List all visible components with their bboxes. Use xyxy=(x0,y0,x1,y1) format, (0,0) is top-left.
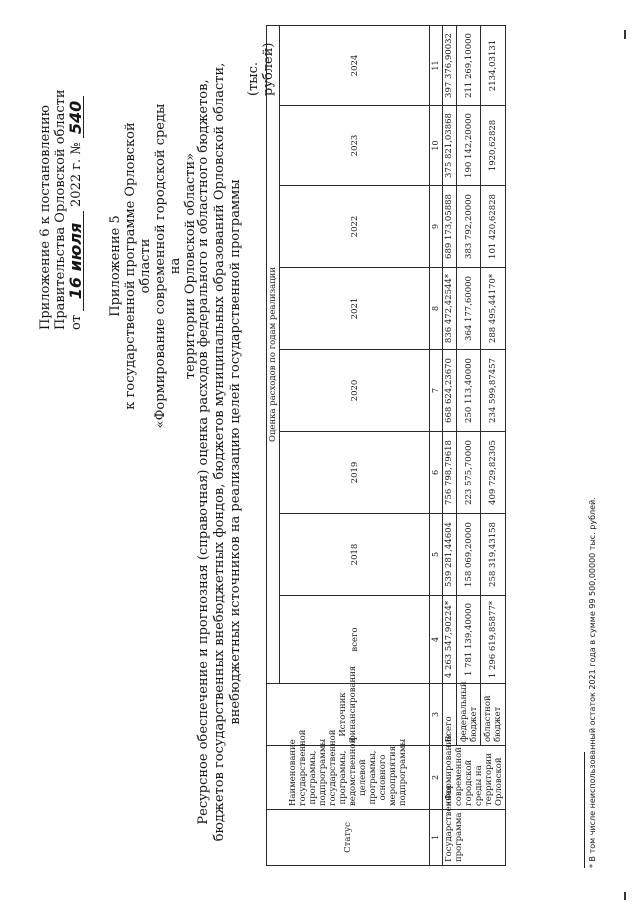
header-program-name: Наименование государственной программы, подпрограммы государственной программы, ведомственной целевой программы, основного мероприятия подпрограммы xyxy=(267,746,430,810)
value-cell: 223 575,70000 xyxy=(456,432,481,514)
column-index: 9 xyxy=(430,186,443,268)
year-text: 2022 г. № xyxy=(69,142,84,207)
footnote-divider xyxy=(584,752,585,868)
header-year: 2023 xyxy=(280,106,430,186)
title-line2: бюджетов государственных внебюджетных фондов, бюджетов муниципальных образований Орловской области, xyxy=(212,62,227,842)
header-total: всего xyxy=(280,596,430,684)
value-cell: 2134,03131 xyxy=(481,25,506,105)
table-row xyxy=(456,25,481,865)
value-cell: 756 798,79618 xyxy=(443,432,457,514)
appendix-5-header xyxy=(108,96,198,436)
value-cell: 158 069,20000 xyxy=(456,514,481,596)
appendix-5-line2: «Формирование современной городской среды на xyxy=(153,103,183,429)
appendix-5-line3: территории Орловской области» xyxy=(183,152,198,380)
value-cell: 211 269,10000 xyxy=(456,25,481,105)
header-year: 2021 xyxy=(280,268,430,350)
value-cell: 397 376,90032 xyxy=(443,25,457,105)
header-status: Статус xyxy=(267,810,430,866)
program-name-cell: «Формирование современной городской среды на территории Орловской xyxy=(443,746,506,810)
handwritten-date: 16 июля xyxy=(68,211,84,311)
column-index: 1 xyxy=(430,810,443,866)
value-cell: 364 177,60000 xyxy=(456,268,481,350)
value-cell: 234 599,87457 xyxy=(481,350,506,432)
appendix-6-header xyxy=(38,90,84,331)
value-cell: 250 113,40000 xyxy=(456,350,481,432)
table-row xyxy=(443,25,457,865)
header-estimate-group: Оценка расходов по годам реализации xyxy=(267,25,280,683)
scan-mark xyxy=(624,892,626,900)
column-index: 2 xyxy=(430,746,443,810)
header-source: Источник финансирования xyxy=(267,684,430,746)
title-line3: внебюджетных источников на реализацию целей государственной программы xyxy=(228,179,243,725)
column-index: 4 xyxy=(430,596,443,684)
units-label: (тыс. рублей) xyxy=(246,42,276,96)
status-cell: Государственная программа xyxy=(443,810,506,866)
column-index: 7 xyxy=(430,350,443,432)
appendix-6-line1: Приложение 6 к постановлению xyxy=(38,105,53,330)
title-line1: Ресурсное обеспечение и прогнозная (справочная) оценка расходов федерального и областного бюджетов, xyxy=(196,79,211,825)
decree-date-line xyxy=(68,90,84,331)
header-year: 2024 xyxy=(280,25,430,105)
value-cell: 4 263 547,90224* xyxy=(443,596,457,684)
rotated-document-page xyxy=(20,12,620,892)
column-index: 10 xyxy=(430,106,443,186)
appendix-5-title: Приложение 5 xyxy=(108,215,123,317)
value-cell: 1 781 139,40000 xyxy=(456,596,481,684)
value-cell: 288 495,44170* xyxy=(481,268,506,350)
appendix-5-line1: к государственной программе Орловской области xyxy=(123,122,153,410)
table-row xyxy=(481,25,506,865)
value-cell: 190 142,20000 xyxy=(456,106,481,186)
value-cell: 383 792,20000 xyxy=(456,186,481,268)
handwritten-number: 540 xyxy=(68,96,84,138)
prefix-from: от xyxy=(69,314,84,330)
value-cell: 258 319,43158 xyxy=(481,514,506,596)
footnote: * В том числе неиспользованный остаток 2021 года в сумме 99 500,00000 тыс. рублей. xyxy=(588,497,597,868)
scan-mark xyxy=(624,30,626,39)
header-year: 2022 xyxy=(280,186,430,268)
header-year: 2018 xyxy=(280,514,430,596)
budget-table xyxy=(266,25,506,866)
column-index: 6 xyxy=(430,432,443,514)
column-index: 3 xyxy=(430,684,443,746)
value-cell: 1920,62828 xyxy=(481,106,506,186)
source-cell: федеральный бюджет xyxy=(456,684,481,746)
value-cell: 409 729,82305 xyxy=(481,432,506,514)
header-year: 2020 xyxy=(280,350,430,432)
value-cell: 689 173,05888 xyxy=(443,186,457,268)
column-index: 8 xyxy=(430,268,443,350)
value-cell: 375 821,03868 xyxy=(443,106,457,186)
value-cell: 1 296 619,85877* xyxy=(481,596,506,684)
value-cell: 101 420,62828 xyxy=(481,186,506,268)
value-cell: 836 472,42544* xyxy=(443,268,457,350)
appendix-6-line2: Правительства Орловской области xyxy=(53,89,68,330)
header-year: 2019 xyxy=(280,432,430,514)
source-cell: областной бюджет xyxy=(481,684,506,746)
column-index: 5 xyxy=(430,514,443,596)
value-cell: 539 281,44604 xyxy=(443,514,457,596)
column-index-row xyxy=(430,25,443,865)
column-index: 11 xyxy=(430,25,443,105)
value-cell: 668 624,23670 xyxy=(443,350,457,432)
document-title xyxy=(196,32,244,872)
source-cell: Всего xyxy=(443,684,457,746)
